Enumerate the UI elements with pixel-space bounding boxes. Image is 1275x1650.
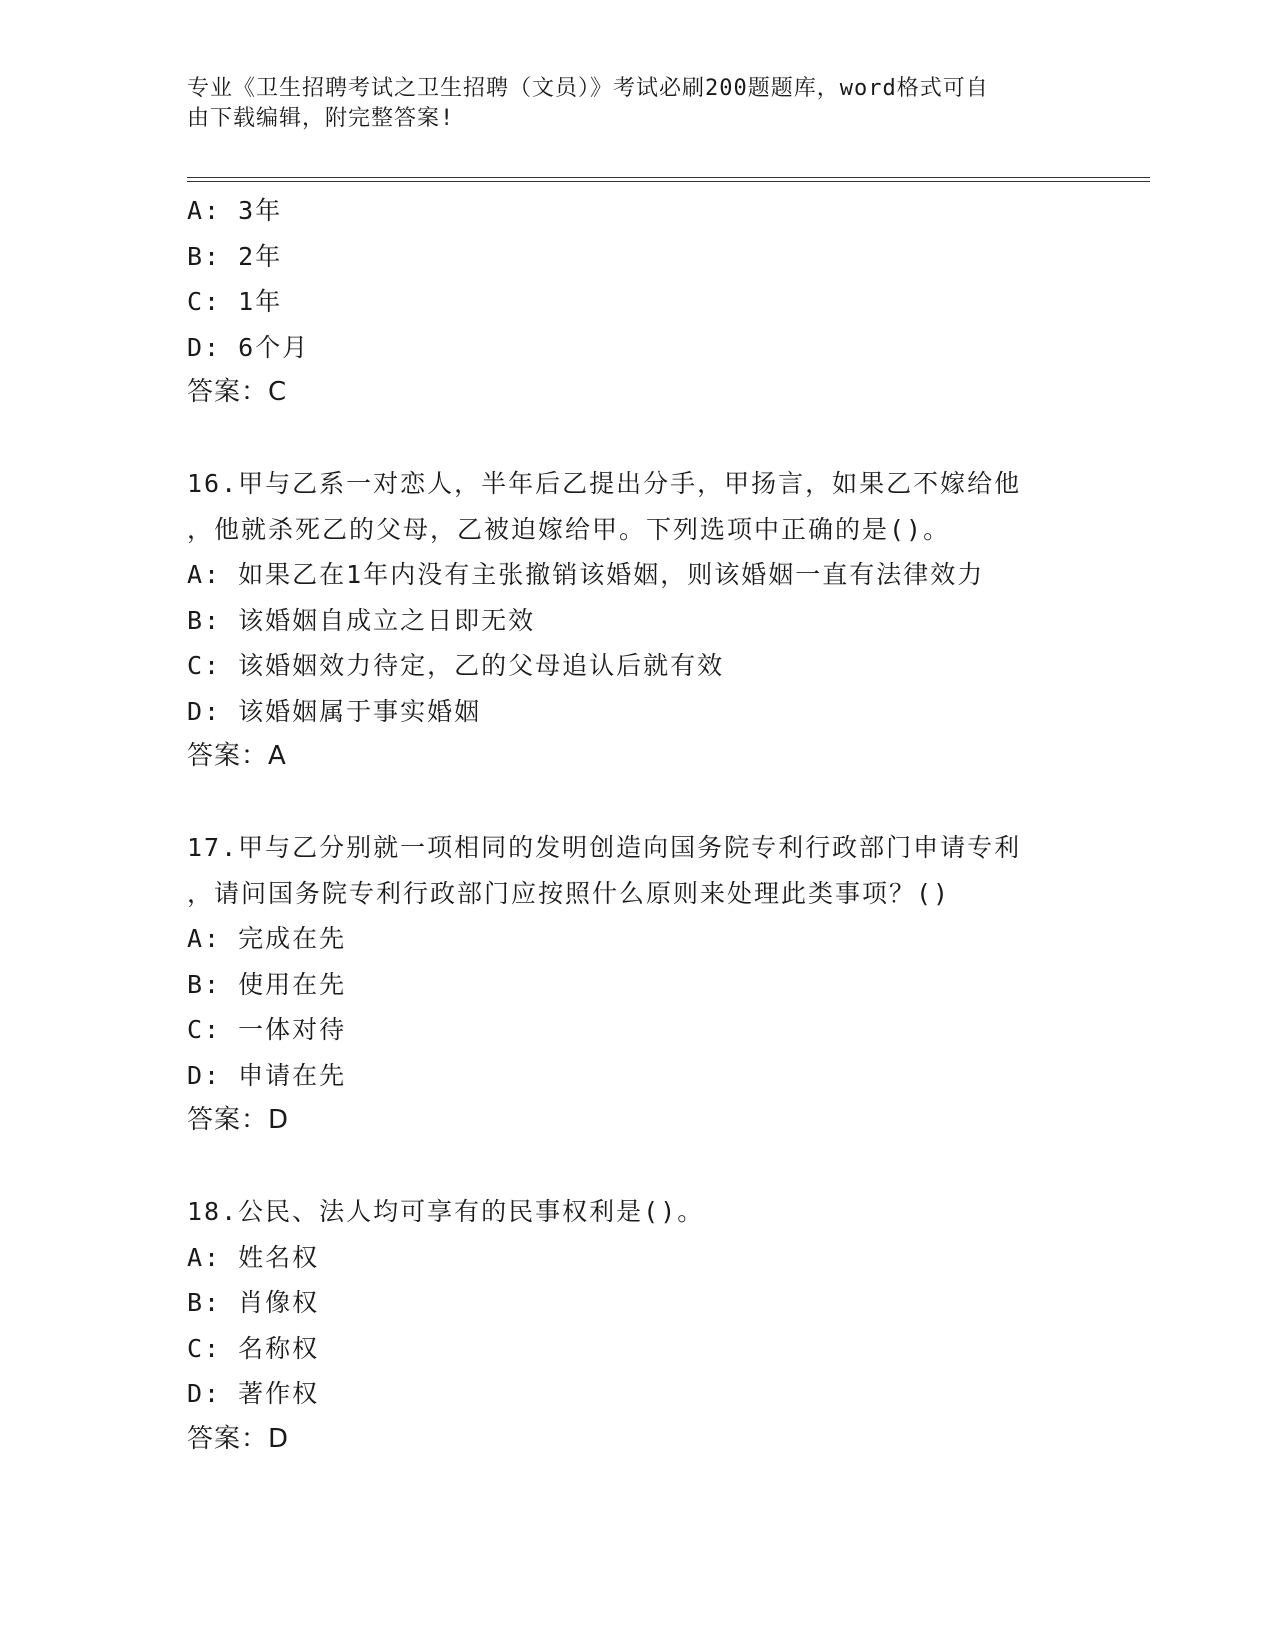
spacer [187,780,1087,826]
option-c: C: 该婚姻效力待定，乙的父母追认后就有效 [187,651,725,680]
question-text-line-2: ，请问国务院专利行政部门应按照什么原则来处理此类事项？() [187,878,951,908]
header-divider-bottom [187,181,1150,182]
answer: 答案：D [187,1423,290,1454]
option-d: D: 申请在先 [187,1060,347,1090]
option-d: D: 著作权 [187,1379,320,1408]
answer: 答案：D [187,1105,290,1135]
question-17 [187,825,1087,1144]
header-line-2: 由下载编辑，附完整答案! [187,106,455,131]
spacer [187,416,1087,462]
option-b: B: 肖像权 [187,1288,320,1317]
option-a: A: 3年 [187,196,283,225]
option-a: A: 如果乙在1年内没有主张撤销该婚姻，则该婚姻一直有法律效力 [187,560,985,589]
question-text-line-1: 16.甲与乙系一对恋人，半年后乙提出分手，甲扬言，如果乙不嫁给他 [187,469,1022,498]
document-header [187,74,1067,134]
option-b: B: 2年 [187,241,283,271]
question-16 [187,461,1087,780]
question-text-line-1: 17.甲与乙分别就一项相同的发明创造向国务院专利行政部门申请专利 [187,833,1022,862]
option-c: C: 名称权 [187,1333,320,1363]
question-15 [187,188,1087,416]
option-b: B: 该婚姻自成立之日即无效 [187,605,536,635]
question-18 [187,1189,1087,1462]
question-text-line-1: 18.公民、法人均可享有的民事权利是()。 [187,1197,705,1226]
option-d: D: 6个月 [187,332,310,362]
option-b: B: 使用在先 [187,969,347,999]
option-a: A: 姓名权 [187,1242,320,1272]
option-c: C: 1年 [187,287,283,316]
question-text-line-2: ，他就杀死乙的父母，乙被迫嫁给甲。下列选项中正确的是()。 [187,514,951,544]
answer: 答案：A [187,741,287,771]
answer: 答案：C [187,377,288,407]
spacer [187,1144,1087,1190]
question-list [187,188,1087,1462]
header-divider-top [187,177,1150,178]
option-c: C: 一体对待 [187,1015,347,1044]
option-a: A: 完成在先 [187,924,347,953]
header-line-1: 专业《卫生招聘考试之卫生招聘（文员）》考试必刷200题题库，word格式可自 [187,76,989,101]
option-d: D: 该婚姻属于事实婚姻 [187,696,482,726]
